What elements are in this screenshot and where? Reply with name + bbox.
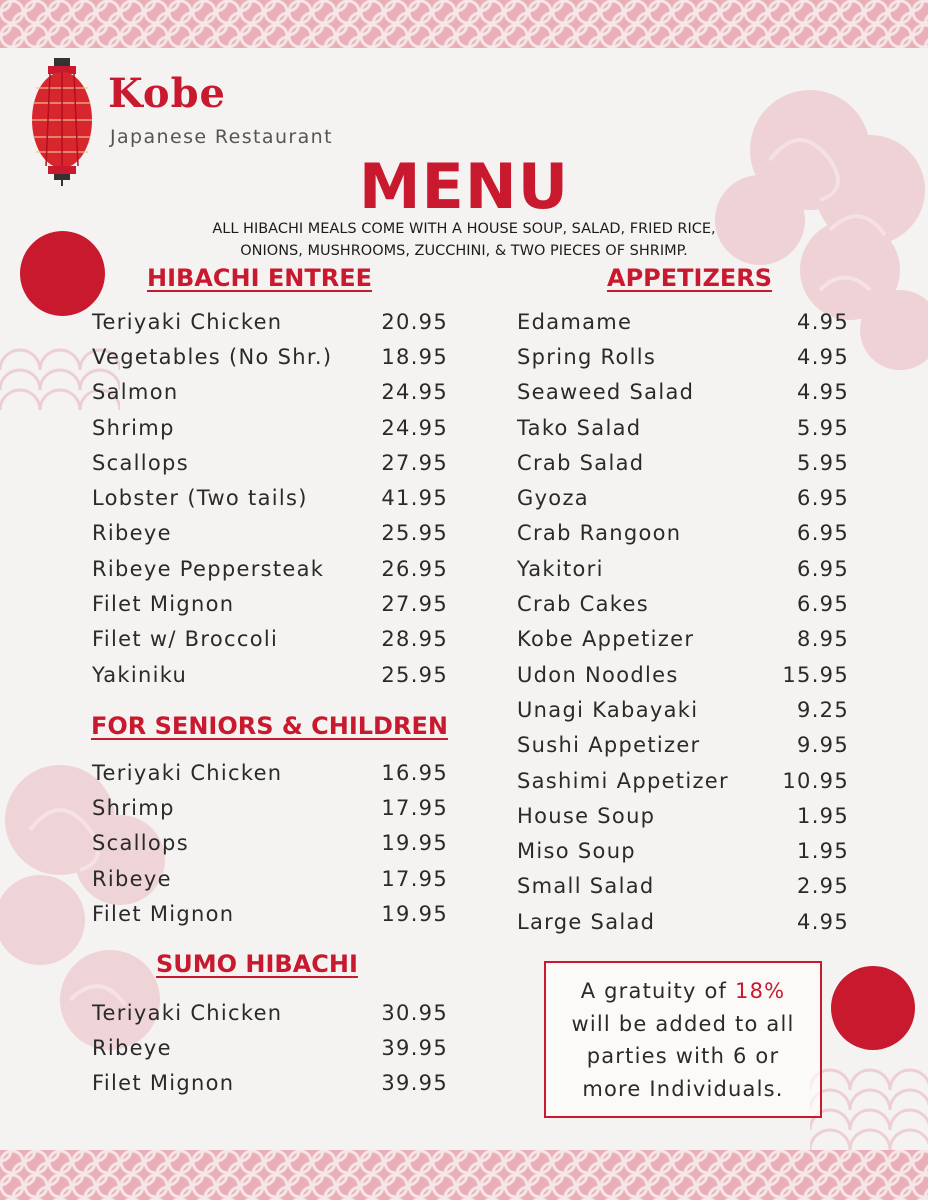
seniors-children-list	[92, 755, 448, 931]
item-name: Filet Mignon	[92, 592, 235, 617]
hibachi-note-line: ALL HIBACHI MEALS COME WITH A HOUSE SOUP, SALAD, FRIED RICE,	[212, 221, 716, 237]
item-price: 1.95	[797, 803, 849, 828]
item-name: Crab Cakes	[517, 592, 649, 617]
item-name: Filet w/ Broccoli	[92, 627, 279, 652]
item-name: Filet Mignon	[92, 901, 235, 926]
item-name: Small Salad	[517, 874, 655, 899]
item-name: Yakiniku	[92, 662, 188, 687]
item-price: 6.95	[797, 592, 849, 617]
item-name: Spring Rolls	[517, 344, 657, 369]
item-price: 28.95	[381, 627, 448, 652]
section-heading-hibachi-entree: HIBACHI ENTREE	[147, 264, 372, 292]
item-price: 27.95	[381, 592, 448, 617]
item-price: 20.95	[381, 309, 448, 334]
item-name: Large Salad	[517, 909, 656, 934]
item-name: House Soup	[517, 803, 656, 828]
menu-item	[517, 516, 849, 551]
menu-item	[517, 410, 849, 445]
menu-item	[517, 339, 849, 374]
item-name: Kobe Appetizer	[517, 627, 695, 652]
menu-item	[517, 445, 849, 480]
item-price: 2.95	[797, 874, 849, 899]
item-price: 9.25	[797, 697, 849, 722]
item-price: 19.95	[381, 901, 448, 926]
item-price: 6.95	[797, 521, 849, 546]
hibachi-note	[150, 218, 778, 262]
sumo-hibachi-list	[92, 995, 448, 1101]
item-price: 18.95	[381, 344, 448, 369]
item-name: Seaweed Salad	[517, 380, 695, 405]
menu-item	[517, 833, 849, 868]
item-price: 5.95	[797, 415, 849, 440]
menu-item	[92, 551, 448, 586]
gratuity-line-3: parties with 6 or	[586, 1044, 780, 1068]
item-price: 9.95	[797, 733, 849, 758]
item-price: 1.95	[797, 839, 849, 864]
bottom-pattern-border	[0, 1150, 928, 1200]
item-name: Edamame	[517, 309, 633, 334]
menu-item	[92, 1030, 448, 1065]
menu-item	[517, 304, 849, 339]
menu-item	[517, 657, 849, 692]
menu-item	[517, 869, 849, 904]
gratuity-line-1	[554, 975, 812, 1008]
gratuity-line-2: will be added to all	[571, 1011, 795, 1036]
item-name: Crab Rangoon	[517, 521, 682, 546]
item-name: Teriyaki Chicken	[92, 760, 283, 785]
gratuity-notice	[544, 961, 822, 1118]
hibachi-note-line: ONIONS, MUSHROOMS, ZUCCHINI, & TWO PIECES OF SHRIMP.	[240, 243, 688, 259]
item-price: 25.95	[381, 521, 448, 546]
item-name: Crab Salad	[517, 450, 645, 475]
menu-item	[517, 622, 849, 657]
item-price: 8.95	[797, 627, 849, 652]
item-price: 4.95	[797, 344, 849, 369]
item-name: Sashimi Appetizer	[517, 768, 729, 793]
menu-item	[92, 339, 448, 374]
item-name: Shrimp	[92, 795, 175, 820]
item-price: 41.95	[381, 486, 448, 511]
menu-item	[92, 480, 448, 515]
item-price: 16.95	[381, 760, 448, 785]
menu-item	[517, 904, 849, 939]
item-price: 26.95	[381, 556, 448, 581]
item-price: 4.95	[797, 309, 849, 334]
wave-pattern-bottom-right	[810, 1050, 928, 1150]
item-name: Teriyaki Chicken	[92, 1000, 283, 1025]
gratuity-text: A gratuity of	[580, 979, 736, 1003]
menu-item	[92, 622, 448, 657]
brand-name: Kobe	[108, 70, 226, 117]
section-heading-sumo-hibachi: SUMO HIBACHI	[156, 950, 358, 978]
menu-item	[92, 861, 448, 896]
item-price: 15.95	[782, 662, 849, 687]
menu-title: MENU	[358, 150, 570, 223]
item-name: Udon Noodles	[517, 662, 679, 687]
item-price: 4.95	[797, 380, 849, 405]
item-price: 24.95	[381, 415, 448, 440]
item-price: 10.95	[782, 768, 849, 793]
item-price: 24.95	[381, 380, 448, 405]
menu-item	[92, 304, 448, 339]
menu-item	[517, 551, 849, 586]
top-pattern-border	[0, 0, 928, 48]
menu-item	[92, 790, 448, 825]
menu-item	[517, 692, 849, 727]
item-name: Miso Soup	[517, 839, 636, 864]
section-heading-appetizers: APPETIZERS	[607, 264, 773, 292]
menu-item	[92, 586, 448, 621]
item-name: Shrimp	[92, 415, 175, 440]
item-price: 27.95	[381, 450, 448, 475]
item-name: Teriyaki Chicken	[92, 309, 283, 334]
hibachi-entree-list	[92, 304, 448, 692]
menu-item	[517, 586, 849, 621]
menu-item	[517, 375, 849, 410]
item-price: 17.95	[381, 866, 448, 891]
item-price: 25.95	[381, 662, 448, 687]
item-price: 19.95	[381, 831, 448, 856]
menu-item	[92, 445, 448, 480]
item-name: Yakitori	[517, 556, 604, 581]
item-name: Sushi Appetizer	[517, 733, 701, 758]
item-price: 6.95	[797, 486, 849, 511]
item-name: Ribeye	[92, 866, 172, 891]
item-name: Gyoza	[517, 486, 589, 511]
brand-subtitle: Japanese Restaurant	[110, 126, 333, 148]
menu-item	[92, 375, 448, 410]
item-name: Ribeye Peppersteak	[92, 556, 325, 581]
gratuity-percent: 18%	[735, 979, 786, 1003]
menu-item	[92, 516, 448, 551]
red-sun-right	[831, 966, 915, 1050]
item-name: Scallops	[92, 450, 189, 475]
menu-item	[92, 410, 448, 445]
menu-item	[92, 896, 448, 931]
menu-item	[517, 480, 849, 515]
item-price: 6.95	[797, 556, 849, 581]
menu-item	[92, 995, 448, 1030]
item-name: Ribeye	[92, 1035, 172, 1060]
item-price: 39.95	[381, 1071, 448, 1096]
item-name: Ribeye	[92, 521, 172, 546]
appetizers-list	[517, 304, 849, 939]
menu-item	[92, 755, 448, 790]
item-name: Filet Mignon	[92, 1071, 235, 1096]
item-name: Unagi Kabayaki	[517, 697, 699, 722]
item-price: 4.95	[797, 909, 849, 934]
menu-item	[92, 657, 448, 692]
section-heading-seniors-children: FOR SENIORS & CHILDREN	[91, 712, 448, 740]
item-name: Lobster (Two tails)	[92, 486, 308, 511]
menu-item	[517, 763, 849, 798]
gratuity-line-4: more Individuals.	[582, 1076, 784, 1101]
item-price: 39.95	[381, 1035, 448, 1060]
item-price: 5.95	[797, 450, 849, 475]
item-name: Tako Salad	[517, 415, 642, 440]
menu-item	[517, 728, 849, 763]
menu-item	[517, 798, 849, 833]
item-name: Scallops	[92, 831, 189, 856]
item-price: 17.95	[381, 795, 448, 820]
menu-item	[92, 1066, 448, 1101]
item-name: Salmon	[92, 380, 179, 405]
menu-item	[92, 826, 448, 861]
item-name: Vegetables (No Shr.)	[92, 344, 333, 369]
item-price: 30.95	[381, 1000, 448, 1025]
